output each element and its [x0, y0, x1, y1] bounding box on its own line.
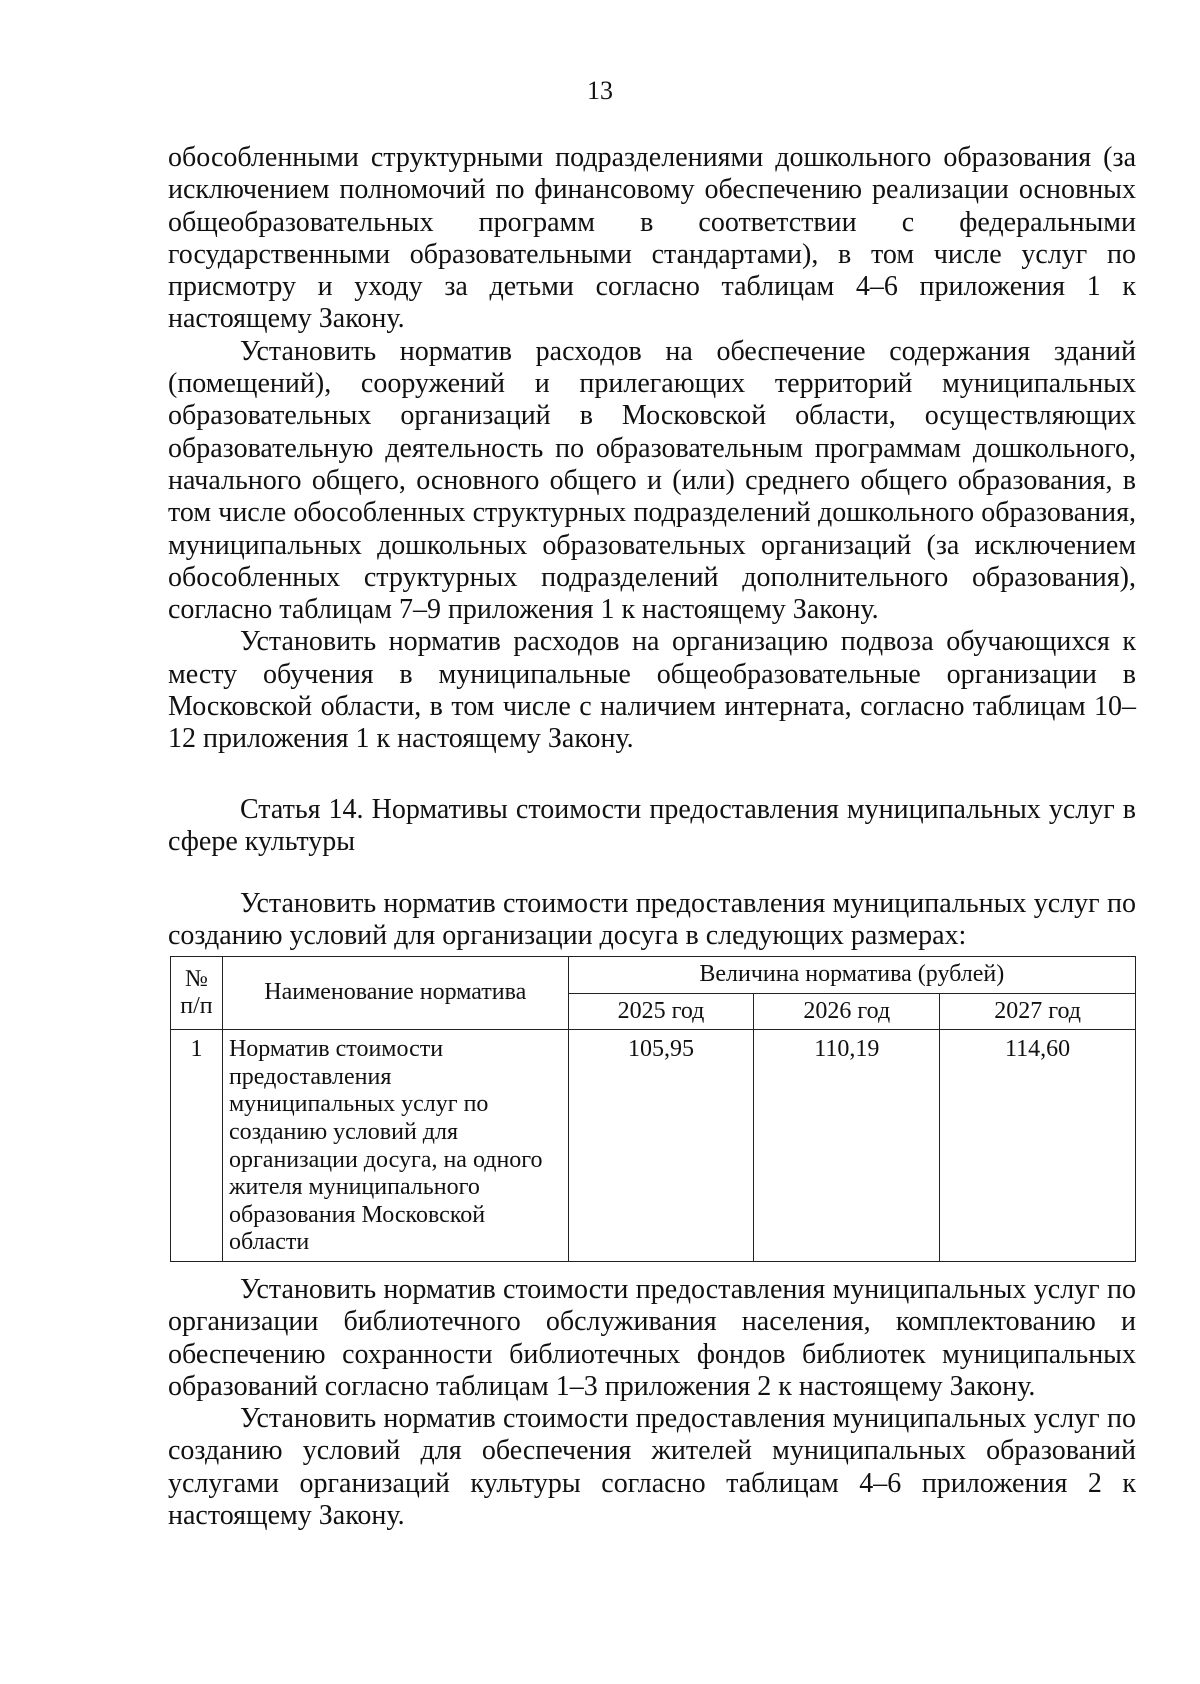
- row-value-2027: 114,60: [940, 1030, 1136, 1262]
- header-value-group: Величина норматива (рублей): [568, 957, 1135, 994]
- header-year: 2026 год: [754, 993, 940, 1030]
- row-name: Норматив стоимости предоставления муниципальных услуг по созданию условий для организации досуга, на одного жителя муниципального образования Московской области: [222, 1030, 568, 1262]
- paragraph: обособленными структурными подразделениями дошкольного образования (за исключением полномочий по финансовому обеспечению реализации основных общеобразовательных программ в соответствии с федеральными государственными образовательными стандартами), в том числе услуг по присмотру и уходу за детьми согласно таблицам 4–6 приложения 1 к настоящему Закону.: [168, 142, 1136, 335]
- header-num: № п/п: [171, 957, 223, 1030]
- row-num: 1: [171, 1030, 223, 1262]
- table-row: [171, 1030, 1136, 1262]
- row-value-2025: 105,95: [568, 1030, 754, 1262]
- page-number: 13: [587, 76, 613, 105]
- article-heading: Статья 14. Нормативы стоимости предоставления муниципальных услуг в сфере культуры: [168, 794, 1136, 858]
- paragraph: Установить норматив стоимости предоставления муниципальных услуг по созданию условий для обеспечения жителей муниципальных образований услугами организаций культуры согласно таблицам 4–6 приложения 2 к настоящему Закону.: [168, 1403, 1136, 1532]
- body-text-bottom: [168, 1274, 1136, 1532]
- paragraph: Установить норматив расходов на обеспечение содержания зданий (помещений), сооружений и прилегающих территорий муниципальных образовательных организаций в Московской области, осуществляющих образовательную деятельность по образовательным программам дошкольного, начального общего, основного общего и (или) среднего общего образования, в том числе обособленных структурных подразделений дошкольного образования, муниципальных дошкольных образовательных организаций (за исключением обособленных структурных подразделений дополнительного образования), согласно таблицам 7–9 приложения 1 к настоящему Закону.: [168, 335, 1136, 626]
- body-text-top: [168, 142, 1136, 756]
- row-value-2026: 110,19: [754, 1030, 940, 1262]
- norm-table: [170, 956, 1136, 1262]
- table-intro: [168, 888, 1136, 953]
- header-year: 2025 год: [568, 993, 754, 1030]
- header-name: Наименование норматива: [222, 957, 568, 1030]
- paragraph: Установить норматив стоимости предоставления муниципальных услуг по организации библиотечного обслуживания населения, комплектованию и обеспечению сохранности библиотечных фондов библиотек муниципальных образований согласно таблицам 1–3 приложения 2 к настоящему Закону.: [168, 1274, 1136, 1402]
- paragraph: Установить норматив расходов на организацию подвоза обучающихся к месту обучения в муниципальные общеобразовательные организации в Московской области, в том числе с наличием интерната, согласно таблицам 10–12 приложения 1 к настоящему Закону.: [168, 626, 1136, 755]
- paragraph: Установить норматив стоимости предоставления муниципальных услуг по созданию условий для организации досуга в следующих размерах:: [168, 888, 1136, 952]
- header-year: 2027 год: [940, 993, 1136, 1030]
